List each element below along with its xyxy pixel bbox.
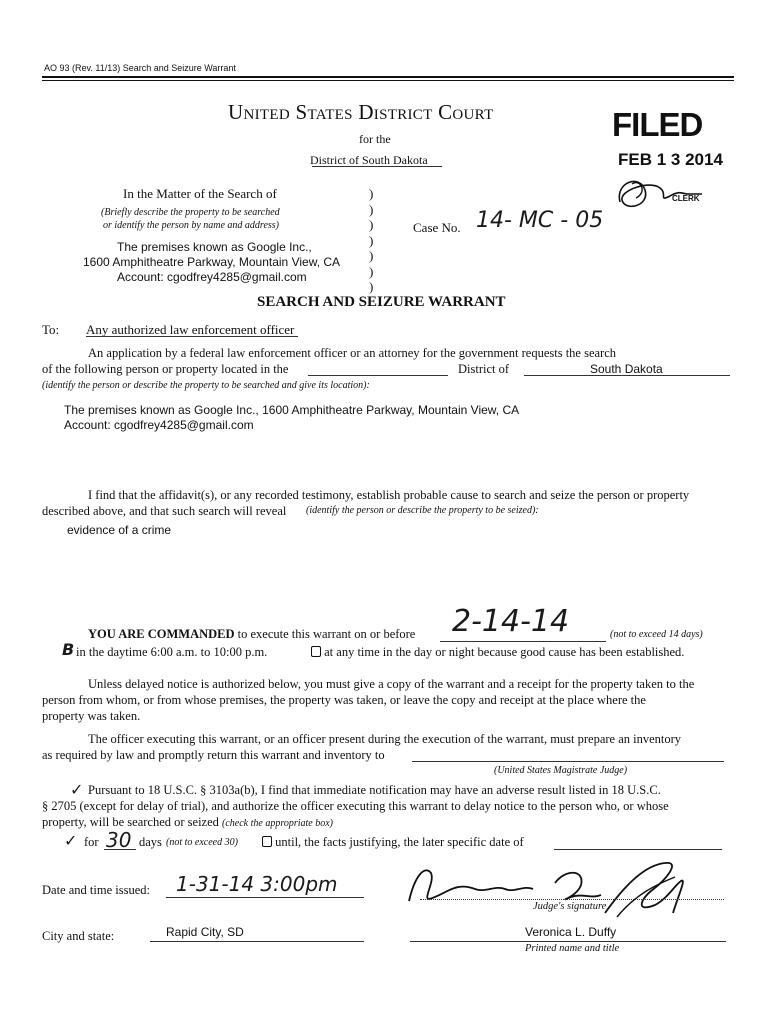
command-date: 2-14-14 [452, 604, 570, 639]
to-underline [86, 336, 298, 337]
city-underline [150, 941, 364, 942]
district-of-underline [524, 375, 730, 376]
filed-stamp: FILED [612, 106, 703, 143]
property-line-1: The premises known as Google Inc., 1600 Amphitheatre Parkway, Mountain View, CA [64, 403, 520, 417]
delay-days-label: days [139, 835, 162, 849]
district-underline [312, 166, 442, 167]
anytime-option [311, 645, 684, 660]
delay-days-value: 30 [106, 828, 132, 852]
notice-line-1: Unless delayed notice is authorized below, you must give a copy of the warrant and a receipt for the property taken to the [88, 677, 695, 691]
for-the: for the [359, 132, 391, 146]
premises-line-3: Account: cgodfrey4285@gmail.com [117, 270, 307, 284]
form-id: AO 93 (Rev. 11/13) Search and Seizure Warrant [44, 63, 236, 73]
judge-name-underline [410, 941, 726, 942]
command-bold: YOU ARE COMMANDED [88, 627, 235, 641]
district-of-label: District of [458, 362, 510, 376]
delay-line-3-hint: (check the appropriate box) [222, 818, 334, 829]
anytime-checkbox[interactable] [311, 646, 321, 657]
premises-line-2: 1600 Amphitheatre Parkway, Mountain View, CA [83, 255, 341, 269]
delay-for-label: for [84, 835, 99, 849]
issued-underline [166, 897, 364, 898]
matter-hint-2: or identify the person by name and address) [103, 220, 279, 231]
header-rule-thin [42, 80, 734, 81]
warrant-title: SEARCH AND SEIZURE WARRANT [257, 294, 506, 310]
daytime-option: in the daytime 6:00 a.m. to 10:00 p.m. [76, 645, 268, 659]
signature-line [420, 899, 724, 900]
printed-name-label: Printed name and title [525, 943, 620, 954]
filed-date: FEB 1 3 2014 [618, 150, 723, 169]
delay-line-1: Pursuant to 18 U.S.C. § 3103a(b), I find that immediate notification may have an adverse result listed in 18 U.S.C. [88, 783, 661, 797]
judge-name: Veronica L. Duffy [525, 925, 617, 939]
daytime-checkmark[interactable]: B [62, 640, 75, 659]
property-line-2: Account: cgodfrey4285@gmail.com [64, 418, 254, 432]
delay-until-checkbox[interactable] [262, 836, 272, 847]
district-name: District of South Dakota [310, 153, 428, 167]
inventory-judge-hint: (United States Magistrate Judge) [494, 765, 628, 776]
delay-line-2: § 2705 (except for delay of trial), and authorize the officer executing this warrant to delay notice to the person who, or whose [42, 799, 669, 813]
application-hint: (identify the person or describe the property to be searched and give its location): [42, 380, 370, 391]
issued-label: Date and time issued: [42, 883, 150, 897]
delay-days-checkmark[interactable]: ✓ [64, 831, 78, 850]
delay-line-3 [42, 815, 333, 830]
matter-hint-1: (Briefly describe the property to be searched [101, 207, 280, 218]
premises-line-1: The premises known as Google Inc., [117, 240, 312, 254]
district-of-value: South Dakota [590, 362, 663, 376]
delay-until-option [262, 835, 524, 850]
to-label: To: [42, 322, 60, 337]
delay-days-hint: (not to exceed 30) [166, 837, 238, 848]
matter-label: In the Matter of the Search of [123, 186, 277, 201]
anytime-label: at any time in the day or night because good cause has been established. [324, 645, 685, 659]
delay-days-underline [104, 849, 136, 850]
finding-line-1: I find that the affidavit(s), or any recorded testimony, establish probable cause to search and seize the person or property [88, 488, 690, 502]
court-title: United States District Court [228, 100, 494, 124]
command-line [88, 627, 415, 642]
notice-line-3: property was taken. [42, 709, 141, 723]
command-text: to execute this warrant on or before [237, 627, 416, 641]
caption-brackets: ) ) ) ) ) ) ) [369, 186, 374, 294]
clerk-label: CLERK [672, 194, 700, 203]
evidence-value: evidence of a crime [67, 523, 172, 537]
city-label: City and state: [42, 929, 115, 943]
case-number: 14- MC - 05 [476, 208, 604, 233]
inventory-line-1: The officer executing this warrant, or an officer present during the execution of the warrant, must prepare an inventory [88, 732, 682, 746]
signature-label: Judge's signature [533, 901, 607, 912]
application-line-2: of the following person or property located in the [42, 362, 289, 376]
command-date-underline [440, 641, 606, 642]
application-blank [308, 375, 448, 376]
command-limit: (not to exceed 14 days) [610, 629, 703, 640]
header-rule [42, 76, 734, 78]
delay-until-underline [554, 849, 722, 850]
delay-until-label: until, the facts justifying, the later specific date of [275, 835, 524, 849]
finding-hint: (identify the person or describe the property to be seized): [306, 505, 539, 516]
issued-value: 1-31-14 3:00pm [176, 872, 338, 896]
inventory-line-2: as required by law and promptly return this warrant and inventory to [42, 748, 385, 762]
case-label: Case No. [413, 220, 461, 235]
delay-line-3-text: property, will be searched or seized [42, 815, 219, 829]
judge-signature [405, 855, 705, 925]
inventory-judge-underline [412, 761, 724, 762]
application-line-1: An application by a federal law enforcement officer or an attorney for the government requests the search [88, 346, 617, 360]
city-value: Rapid City, SD [166, 925, 244, 939]
to-value: Any authorized law enforcement officer [86, 322, 295, 337]
finding-line-2: described above, and that such search will reveal [42, 504, 287, 518]
notice-line-2: person from whom, or from whose premises, the property was taken, or leave the copy and receipt at the place where the [42, 693, 646, 707]
delay-checkmark[interactable]: ✓ [70, 780, 84, 799]
